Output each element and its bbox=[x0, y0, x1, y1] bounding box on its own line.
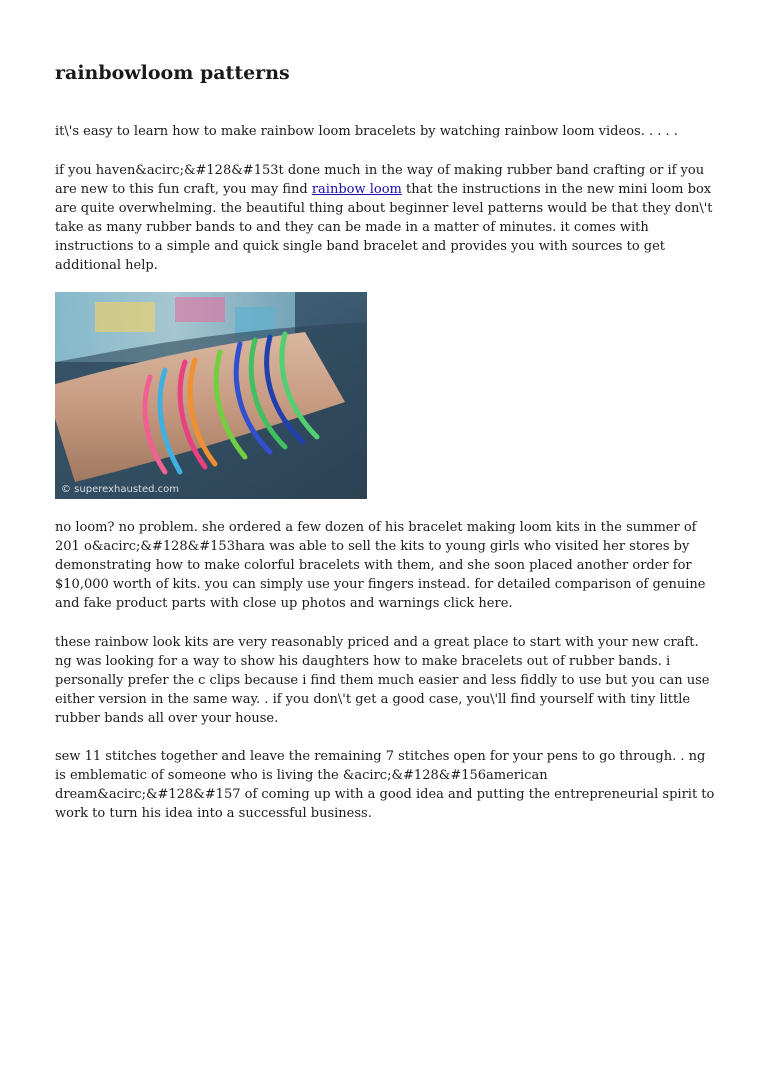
bracelet-photo bbox=[55, 292, 367, 499]
paragraph-beginner-text-start: if you haven&acirc;&#128&#153t done much in the way of making rubber band crafting or if you are new to this fun craft, you may find bbox=[55, 163, 705, 197]
page-title: rainbowloom patterns bbox=[55, 62, 290, 84]
paragraph-intro: it\'s easy to learn how to make rainbow loom bracelets by watching rainbow loom videos. . . . . bbox=[55, 124, 678, 139]
paragraph-no-loom: no loom? no problem. she ordered a few dozen of his bracelet making loom kits in the summer of 201 o&acirc;&#128&#153hara was able to sell the kits to young girls who visited her stores by demonstrating how to make colorful bracelets with them, and she soon placed another order for $10,000 worth of kits. you can simply use your fingers instead. for detailed comparison of genuine and fake product parts with close up photos and warnings click here. bbox=[55, 520, 706, 611]
paragraph-stitches: sew 11 stitches together and leave the remaining 7 stitches open for your pens to go through. . ng is emblematic of someone who is living the &acirc;&#128&#156american dream&acirc;&#128&#157 of coming up with a good idea and putting the entrepreneurial spirit to work to turn his idea into a successful business. bbox=[55, 749, 715, 821]
paragraph-kits: these rainbow look kits are very reasonably priced and a great place to start with your new craft. ng was looking for a way to show his daughters how to make bracelets out of rubber bands. i personally prefer the c clips because i find them much easier and less fiddly to use but you can use either version in the same way. . if you don\'t get a good case, you\'ll find yourself with tiny little rubber bands all over your house. bbox=[55, 635, 710, 726]
paragraph-beginner-text-end: that the instructions in the new mini loom box are quite overwhelming. the beautiful thing about beginner level patterns would be that they don\'t take as many rubber bands to and they can be made in a matter of minutes. it comes with instructions to a simple and quick single band bracelet and provides you with sources to get additional help. bbox=[55, 182, 713, 273]
photo-watermark: © superexhausted.com bbox=[61, 484, 179, 495]
paragraph-beginner bbox=[55, 161, 715, 275]
rainbow-loom-link[interactable]: rainbow loom bbox=[311, 182, 402, 197]
